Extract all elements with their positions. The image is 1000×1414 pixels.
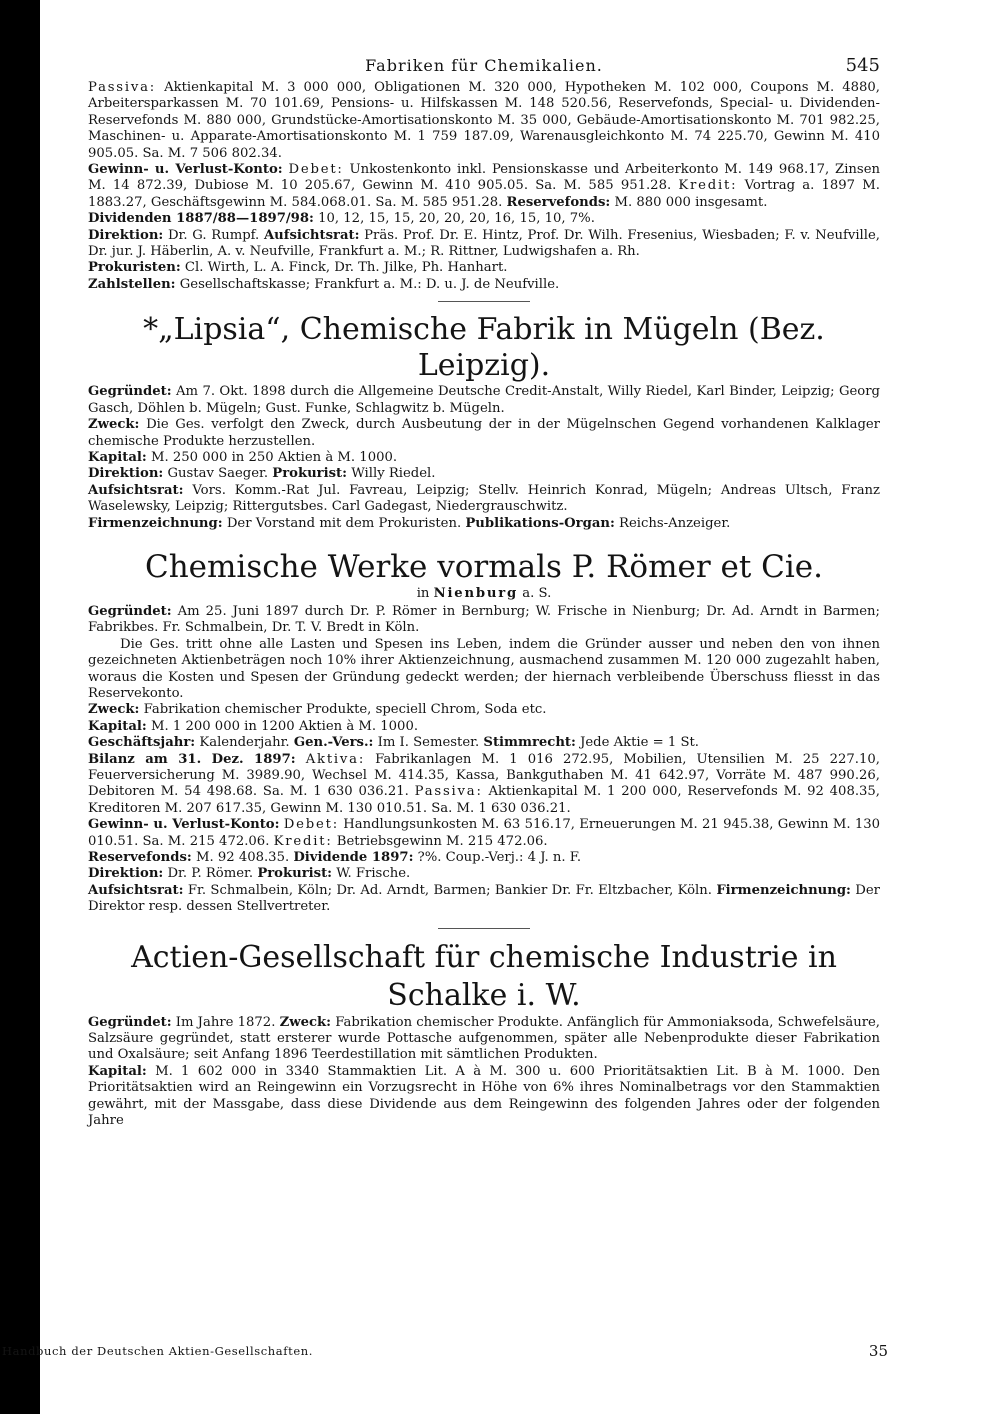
debet-label: Debet: bbox=[288, 162, 344, 178]
gegruendet-label: Gegründet: bbox=[88, 384, 172, 400]
kredit-text: Vortrag a. 1897 M. 1883.27, Geschäftsgewinn M. 584.068.01. Sa. M. 585 951.28. bbox=[88, 178, 880, 210]
prokurist-text: W. Frische. bbox=[336, 866, 411, 882]
page-header bbox=[88, 50, 880, 80]
company-heading-schalke: Actien-Gesellschaft für chemische Industrie in Schalke i. W. bbox=[131, 939, 837, 1013]
dividende-label: Dividende 1897: bbox=[293, 850, 414, 866]
direktion-entry bbox=[88, 866, 880, 882]
direktion-text: Gustav Saeger. bbox=[167, 466, 269, 482]
reservefonds-label: Reservefonds: bbox=[88, 850, 192, 866]
firmenzeichnung-label: Firmenzeichnung: bbox=[88, 515, 223, 531]
passiva-label: Passiva: bbox=[88, 80, 157, 95]
dividenden-text: 10, 12, 15, 15, 20, 20, 20, 16, 15, 10, 7%. bbox=[318, 211, 595, 227]
zweck-entry bbox=[88, 417, 880, 450]
gvk-text: Unkostenkonto inkl. Pensionskasse und Arbeiterkonto M. 149 968.17, Zinsen M. 14 872.39, Dubiose M. 10 205.67, Gewinn M. 410 905.05. Sa. M. 585 951.28. bbox=[88, 162, 880, 194]
prokurist-text: Willy Riedel. bbox=[351, 466, 436, 482]
genvers-text: Im I. Semester. bbox=[377, 735, 480, 751]
zweck-label: Zweck: bbox=[88, 702, 140, 718]
geschaeftsjahr-label: Geschäftsjahr: bbox=[88, 735, 196, 751]
aktiva-text: Fabrikanlagen M. 1 016 272.95, Mobilien, Utensilien M. 25 227.10, Feuerversicherung M. 3989.90, Wechsel M. 414.35, Kassa, Bankguthaben M. 41 642.97, Vorräte M. 487 990.26, Debitoren M. 54 498.68. Sa. M. 1 630 036.21. bbox=[88, 751, 880, 800]
firmenzeichnung-label: Firmenzeichnung: bbox=[716, 882, 851, 898]
page-number: 545 bbox=[845, 55, 880, 76]
scan-left-border bbox=[0, 0, 40, 1414]
kredit-label: Kredit: bbox=[678, 178, 738, 194]
direktion-text: Dr. G. Rumpf. bbox=[167, 227, 260, 243]
prokurist-label: Prokurist: bbox=[257, 866, 333, 882]
gvk-label: Gewinn- u. Verlust-Konto: bbox=[88, 162, 283, 178]
aktiva-label: Aktiva: bbox=[305, 751, 366, 767]
geschaeftsjahr-text: Kalenderjahr. bbox=[199, 735, 290, 751]
genvers-label: Gen.-Vers.: bbox=[293, 735, 374, 751]
direktion-text: Dr. P. Römer. bbox=[167, 866, 254, 882]
firmenzeichnung-text: Der Vorstand mit dem Prokuristen. bbox=[226, 515, 462, 531]
footer-signature: 35 bbox=[868, 1342, 888, 1360]
bilanz-entry bbox=[88, 752, 880, 818]
prokurist-label: Prokurist: bbox=[272, 466, 348, 482]
reserve-label: Reservefonds: bbox=[506, 194, 611, 210]
zahlstellen-label: Zahlstellen: bbox=[88, 276, 176, 292]
prokuristen-label: Prokuristen: bbox=[88, 260, 181, 276]
zweck-entry bbox=[88, 702, 880, 718]
location-city: Nienburg bbox=[433, 585, 519, 601]
aufsichtsrat-entry bbox=[88, 483, 880, 516]
aufsichtsrat-text: Fr. Schmalbein, Köln; Dr. Ad. Arndt, Barmen; Bankier Dr. Fr. Eltzbacher, Köln. bbox=[187, 882, 712, 898]
section-schalke bbox=[88, 939, 880, 1130]
direktion-label: Direktion: bbox=[88, 227, 164, 243]
section-lipsia bbox=[88, 312, 880, 532]
geschaeftsjahr-entry bbox=[88, 735, 880, 751]
reservefonds-text: M. 92 408.35. bbox=[195, 850, 290, 866]
section-divider bbox=[438, 928, 530, 929]
kapital-label: Kapital: bbox=[88, 1063, 147, 1079]
stimmrecht-text: Jede Aktie = 1 St. bbox=[580, 735, 699, 751]
direktion-label: Direktion: bbox=[88, 466, 164, 482]
prokuristen-text: Cl. Wirth, L. A. Finck, Dr. Th. Jilke, Ph. Hanhart. bbox=[184, 260, 508, 276]
document-page bbox=[88, 50, 880, 1130]
gegruendet-text: Am 25. Juni 1897 durch Dr. P. Römer in Bernburg; W. Frische in Nienburg; Dr. Ad. Arndt in Barmen; Fabrikbes. Fr. Schmalbein, Dr. T. V. Bredt in Köln. bbox=[88, 603, 880, 636]
zahlstellen-entry bbox=[88, 277, 880, 293]
aufsichtsrat-label: Aufsichtsrat: bbox=[263, 227, 360, 243]
company-location bbox=[88, 586, 880, 602]
founding-paragraph: Die Ges. tritt ohne alle Lasten und Spesen ins Leben, indem die Gründer ausser und neben den von ihnen gezeichneten Aktienbeträgen noch 10% ihrer Aktienzeichnung, ausmachend zusammen M. 120 000 zugezahlt haben, woraus die Kosten und Spesen der Gründung gedeckt werden; der hiernach verbleibende Überschuss fliesst in das Reservekonto. bbox=[88, 636, 880, 701]
zweck-text: Die Ges. verfolgt den Zweck, durch Ausbeutung der in der Mügelnschen Gegend vorhandenen Kalklager chemische Produkte herzustellen. bbox=[88, 417, 880, 449]
gegruendet-label: Gegründet: bbox=[88, 1014, 172, 1030]
kapital-text: M. 1 200 000 in 1200 Aktien à M. 1000. bbox=[150, 718, 419, 734]
kredit-label: Kredit: bbox=[273, 833, 333, 849]
zweck-text: Fabrikation chemischer Produkte, speciell Chrom, Soda etc. bbox=[143, 702, 547, 718]
prokuristen-entry bbox=[88, 260, 880, 276]
footer-publication: Handbuch der Deutschen Aktien-Gesellschaften. bbox=[2, 1344, 313, 1358]
firmenzeichnung-entry bbox=[88, 516, 880, 532]
page-footer bbox=[0, 1340, 1000, 1364]
debet-label: Debet: bbox=[283, 817, 339, 833]
gegruendet-text: Am 7. Okt. 1898 durch die Allgemeine Deutsche Credit-Anstalt, Willy Riedel, Karl Binder, Leipzig; Georg Gasch, Döhlen b. Mügeln; Gust. Funke, Schlagwitz b. Mügeln. bbox=[88, 384, 880, 416]
gvk-entry bbox=[88, 162, 880, 211]
direktion-label: Direktion: bbox=[88, 866, 164, 882]
kapital-label: Kapital: bbox=[88, 449, 147, 465]
gegruendet-entry bbox=[88, 384, 880, 417]
zweck-label: Zweck: bbox=[88, 417, 140, 433]
kapital-text: M. 250 000 in 250 Aktien à M. 1000. bbox=[150, 449, 398, 465]
aufsichtsrat-label: Aufsichtsrat: bbox=[88, 482, 184, 498]
publikations-label: Publikations-Organ: bbox=[465, 515, 615, 531]
passiva-entry bbox=[88, 80, 880, 162]
location-suffix: a. S. bbox=[522, 585, 552, 601]
passiva-text: Aktienkapital M. 1 200 000, Reservefonds M. 92 408.35, Kreditoren M. 207 617.35, Gewinn M. 130 010.51. Sa. M. 1 630 036.21. bbox=[88, 784, 880, 816]
zweck-text: Fabrikation chemischer Produkte. Anfänglich für Ammoniaksoda, Schwefelsäure, Salzsäure gegründet, statt ersterer wurde Pottasche aufgenommen, später alle Nebenprodukte dieser Fabrikation und Oxalsäure; seit Anfang 1896 Teerdestillation mit sämtlichen Produkten. bbox=[88, 1014, 880, 1063]
zweck-label: Zweck: bbox=[279, 1014, 331, 1030]
reservefonds-entry bbox=[88, 850, 880, 866]
passiva-label: Passiva: bbox=[414, 784, 483, 800]
gegruendet-label: Gegründet: bbox=[88, 603, 172, 619]
direktion-entry bbox=[88, 228, 880, 261]
kapital-entry bbox=[88, 1064, 880, 1130]
kapital-entry bbox=[88, 450, 880, 466]
gvk-entry bbox=[88, 817, 880, 850]
kredit-text: Betriebsgewinn M. 215 472.06. bbox=[336, 833, 548, 849]
kapital-label: Kapital: bbox=[88, 718, 147, 734]
section-roemer bbox=[88, 548, 880, 916]
gegruendet-entry bbox=[88, 1015, 880, 1064]
aufsichtsrat-text: Vors. Komm.-Rat Jul. Favreau, Leipzig; Stellv. Heinrich Konrad, Mügeln; Andreas Ultsch, Franz Waselewsky, Leipzig; Rittergutsbes. Carl Gadegast, Niedergrauschwitz. bbox=[88, 482, 880, 515]
gegruendet-entry bbox=[88, 604, 880, 637]
dividenden-entry bbox=[88, 211, 880, 227]
dividende-text: ?%. Coup.-Verj.: 4 J. n. F. bbox=[417, 850, 582, 866]
dividenden-label: Dividenden 1887/88—1897/98: bbox=[88, 211, 314, 227]
reserve-text: M. 880 000 insgesamt. bbox=[614, 194, 768, 210]
section-divider bbox=[438, 301, 530, 302]
aufsichtsrat-entry bbox=[88, 883, 880, 916]
stimmrecht-label: Stimmrecht: bbox=[483, 735, 576, 751]
gvk-text: Handlungsunkosten M. 63 516.17, Erneuerungen M. 21 945.38, Gewinn M. 130 010.51. Sa. M. 215 472.06. bbox=[88, 817, 880, 849]
location-prefix: in bbox=[416, 585, 430, 601]
running-title: Fabriken für Chemikalien. bbox=[365, 56, 603, 75]
kapital-text: M. 1 602 000 in 3340 Stammaktien Lit. A à M. 300 u. 600 Prioritätsaktien Lit. B à M. 1000. Den Prioritätsaktien wird an Reingewinn ein Vorzugsrecht in Höhe von 6% ihres Nominalbetrags vor den Stammaktien gewährt, mit der Massgabe, dass diese Dividende aus dem Reingewinn des folgenden Jahres oder der folgenden Jahre bbox=[88, 1063, 880, 1129]
zahlstellen-text: Gesellschaftskasse; Frankfurt a. M.: D. u. J. de Neufville. bbox=[179, 276, 560, 292]
gegruendet-text: Im Jahre 1872. bbox=[175, 1014, 276, 1030]
passiva-text: Aktienkapital M. 3 000 000, Obligationen M. 320 000, Hypotheken M. 102 000, Coupons M. 4880, Arbeitersparkassen M. 70 101.69, Pensions- u. Hilfskassen M. 148 520.56, Reservefonds, Special- u. Dividenden-Reservefonds M. 880 000, Grundstücke-Amortisationskonto M. 35 000, Gebäude-Amortisationskonto M. 701 982.25, Maschinen- u. Apparate-Amortisationskonto M. 1 759 187.09, Warenausgleichkonto M. 74 225.70, Gewinn M. 410 905.05. Sa. M. 7 506 802.34. bbox=[88, 80, 880, 161]
company-heading-lipsia: *„Lipsia“, Chemische Fabrik in Mügeln (Bez. Leipzig). bbox=[143, 312, 825, 384]
kapital-entry bbox=[88, 719, 880, 735]
aufsichtsrat-text: Präs. Prof. Dr. E. Hintz, Prof. Dr. Wilh. Fresenius, Wiesbaden; F. v. Neufville, Dr. jur. J. Häberlin, A. v. Neufville, Frankfurt a. M.; R. Rittner, Ludwigshafen a. Rh. bbox=[88, 227, 880, 260]
firmenzeichnung-text: Der Direktor resp. dessen Stellvertreter. bbox=[88, 882, 880, 915]
direktion-entry bbox=[88, 466, 880, 482]
section-continuation bbox=[88, 80, 880, 293]
aufsichtsrat-label: Aufsichtsrat: bbox=[88, 882, 184, 898]
company-heading-roemer: Chemische Werke vormals P. Römer et Cie. bbox=[144, 548, 823, 585]
publikations-text: Reichs-Anzeiger. bbox=[619, 515, 731, 531]
bilanz-label: Bilanz am 31. Dez. 1897: bbox=[88, 751, 296, 767]
gvk-label: Gewinn- u. Verlust-Konto: bbox=[88, 817, 280, 833]
